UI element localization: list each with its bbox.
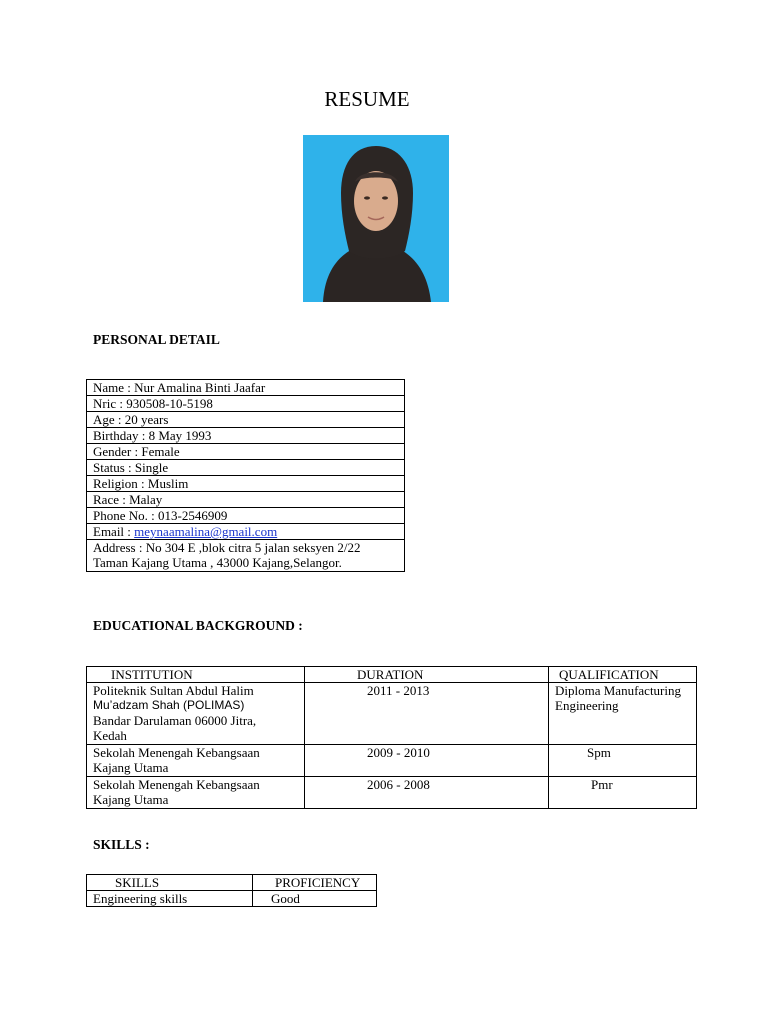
personal-gender: Gender : Female	[87, 444, 405, 460]
address-line-1: Address : No 304 E ,blok citra 5 jalan seksyen 2/22	[93, 540, 361, 555]
institution-line: Bandar Darulaman 06000 Jitra,	[93, 713, 257, 728]
education-header-row	[87, 667, 697, 683]
personal-detail-table	[86, 379, 405, 572]
table-row	[87, 891, 377, 907]
personal-row-phone	[87, 508, 405, 524]
institution-cell	[87, 777, 305, 809]
personal-row-gender	[87, 444, 405, 460]
institution-line: Sekolah Menengah Kebangsaan	[93, 777, 260, 792]
personal-row-name	[87, 380, 405, 396]
personal-row-status	[87, 460, 405, 476]
photo-face	[354, 171, 398, 231]
column-header-proficiency: PROFICIENCY	[253, 875, 377, 891]
personal-row-religion	[87, 476, 405, 492]
personal-phone: Phone No. : 013-2546909	[87, 508, 405, 524]
institution-cell	[87, 745, 305, 777]
personal-detail-heading: PERSONAL DETAIL	[93, 332, 220, 347]
personal-birthday: Birthday : 8 May 1993	[87, 428, 405, 444]
column-header-duration: DURATION	[305, 667, 549, 683]
qualification-cell	[549, 683, 697, 745]
duration-cell: 2006 - 2008	[305, 777, 549, 809]
education-table	[86, 666, 697, 809]
personal-row-birthday	[87, 428, 405, 444]
personal-race: Race : Malay	[87, 492, 405, 508]
skills-header-row	[87, 875, 377, 891]
table-row	[87, 683, 697, 745]
institution-line: Kajang Utama	[93, 760, 169, 775]
personal-age: Age : 20 years	[87, 412, 405, 428]
portrait-photo	[303, 135, 449, 302]
column-header-qualification: QUALIFICATION	[549, 667, 697, 683]
personal-nric: Nric : 930508-10-5198	[87, 396, 405, 412]
table-row	[87, 745, 697, 777]
personal-address	[87, 540, 405, 572]
personal-status: Status : Single	[87, 460, 405, 476]
qualification-cell: Pmr	[549, 777, 697, 809]
qualification-cell: Spm	[549, 745, 697, 777]
personal-row-nric	[87, 396, 405, 412]
column-header-skills: SKILLS	[87, 875, 253, 891]
skills-table	[86, 874, 377, 907]
email-link[interactable]: meynaamalina@gmail.com	[134, 524, 278, 539]
table-row	[87, 777, 697, 809]
column-header-institution: INSTITUTION	[87, 667, 305, 683]
qualification-line: Engineering	[555, 698, 619, 713]
address-line-2: Taman Kajang Utama , 43000 Kajang,Selangor.	[93, 555, 342, 570]
institution-line: Kedah	[93, 728, 127, 743]
personal-row-address	[87, 540, 405, 572]
resume-title: RESUME	[324, 87, 410, 111]
institution-line: Politeknik Sultan Abdul Halim	[93, 683, 254, 698]
duration-cell: 2009 - 2010	[305, 745, 549, 777]
photo-right-eye	[382, 196, 388, 199]
institution-line: Mu’adzam Shah (POLIMAS)	[93, 698, 245, 712]
educational-background-heading: EDUCATIONAL BACKGROUND :	[93, 618, 303, 633]
qualification-line: Diploma Manufacturing	[555, 683, 681, 698]
personal-row-race	[87, 492, 405, 508]
institution-line: Kajang Utama	[93, 792, 169, 807]
proficiency-cell: Good	[253, 891, 377, 907]
photo-left-eye	[364, 196, 370, 199]
personal-row-email	[87, 524, 405, 540]
institution-line: Sekolah Menengah Kebangsaan	[93, 745, 260, 760]
personal-name: Name : Nur Amalina Binti Jaafar	[87, 380, 405, 396]
personal-religion: Religion : Muslim	[87, 476, 405, 492]
skills-heading: SKILLS :	[93, 837, 150, 852]
duration-cell: 2011 - 2013	[305, 683, 549, 745]
personal-email-cell	[87, 524, 405, 540]
institution-cell	[87, 683, 305, 745]
email-label: Email :	[93, 524, 135, 539]
personal-row-age	[87, 412, 405, 428]
skill-cell: Engineering skills	[87, 891, 253, 907]
